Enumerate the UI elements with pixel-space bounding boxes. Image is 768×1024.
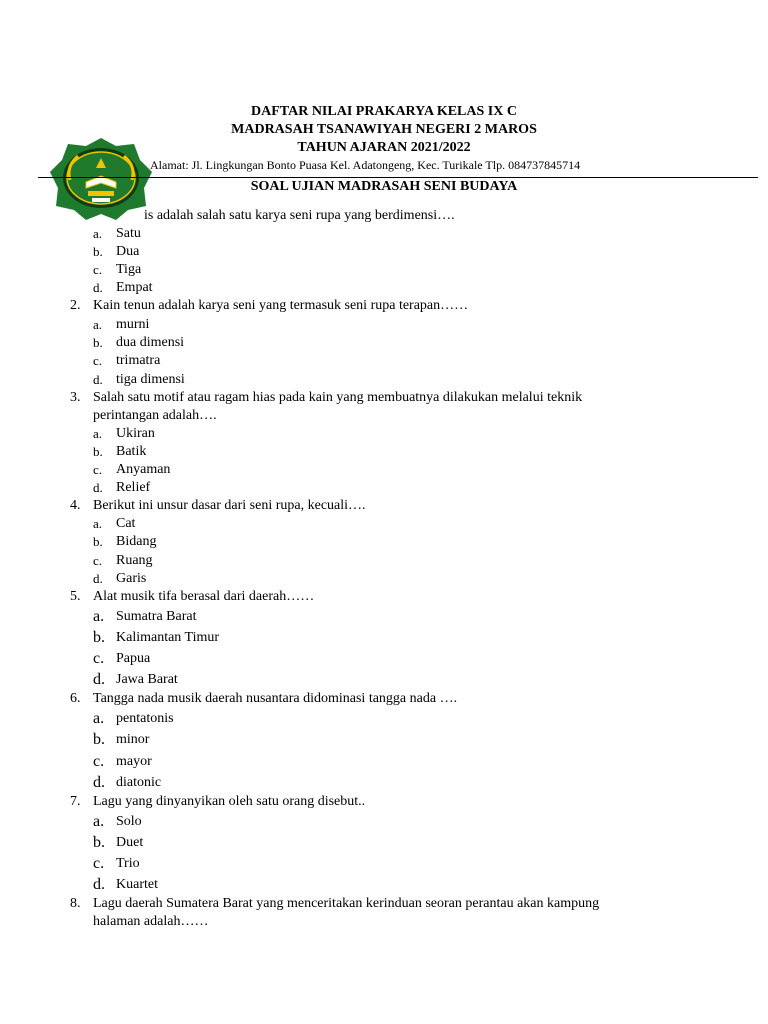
question-number: 6. (70, 691, 81, 706)
option-label: d. (93, 480, 103, 495)
option-text: Anyaman (116, 462, 171, 477)
header-academic-year: TAHUN AJARAN 2021/2022 (297, 140, 471, 155)
question-text: perintangan adalah…. (93, 408, 217, 423)
header-address: Alamat: Jl. Lingkungan Bonto Puasa Kel. Adatongeng, Kec. Turikale Tlp. 084737845714 (150, 158, 581, 172)
question-text: Kain tenun adalah karya seni yang termasuk seni rupa terapan…… (93, 298, 469, 313)
option-label: a. (93, 516, 103, 531)
option-label: a. (93, 426, 103, 441)
option-label: b. (93, 834, 105, 851)
option-label: d. (93, 876, 105, 893)
option-label: b. (93, 444, 103, 459)
question-text: Alat musik tifa berasal dari daerah…… (93, 589, 315, 604)
option-text: mayor (116, 754, 152, 769)
option-label: d. (93, 671, 105, 688)
option-text: Cat (116, 516, 136, 531)
question-number: 3. (70, 390, 81, 405)
question-text: halaman adalah…… (93, 914, 209, 929)
option-label: d. (93, 571, 103, 586)
option-text: Kalimantan Timur (116, 630, 220, 645)
option-label: b. (93, 629, 105, 646)
option-text: tiga dimensi (116, 372, 185, 387)
option-text: Duet (116, 835, 144, 850)
question-number: 4. (70, 498, 81, 513)
option-label: c. (93, 553, 103, 568)
option-text: Ruang (116, 553, 153, 568)
question-number: 2. (70, 298, 81, 313)
option-text: Relief (116, 480, 151, 495)
option-text: Dua (116, 244, 140, 259)
option-label: c. (93, 353, 103, 368)
question-text: Lagu daerah Sumatera Barat yang menceritakan kerinduan seoran perantau akan kampung (93, 896, 600, 911)
option-label: a. (93, 226, 103, 241)
option-label: d. (93, 372, 103, 387)
option-text: Kuartet (116, 877, 158, 892)
question-number: 8. (70, 896, 81, 911)
option-text: Trio (116, 856, 140, 871)
option-label: b. (93, 731, 105, 748)
option-text: Sumatra Barat (116, 609, 197, 624)
option-text: dua dimensi (116, 335, 185, 350)
question-text: is adalah salah satu karya seni rupa yang berdimensi…. (144, 208, 455, 223)
option-text: pentatonis (116, 711, 174, 726)
option-label: a. (93, 813, 105, 830)
option-label: b. (93, 534, 103, 549)
question-number: 5. (70, 589, 81, 604)
option-text: Ukiran (116, 426, 155, 441)
option-text: Empat (116, 280, 153, 295)
question-text: Salah satu motif atau ragam hias pada kain yang membuatnya dilakukan melalui teknik (93, 390, 583, 405)
question-number: 7. (70, 794, 81, 809)
option-label: c. (93, 855, 105, 872)
option-text: murni (116, 317, 150, 332)
option-label: c. (93, 753, 105, 770)
option-text: Papua (116, 651, 151, 666)
option-label: b. (93, 335, 103, 350)
question-text: Tangga nada musik daerah nusantara didominasi tangga nada …. (93, 691, 458, 706)
option-text: Bidang (116, 534, 157, 549)
option-label: a. (93, 608, 105, 625)
option-text: diatonic (116, 775, 162, 790)
option-label: c. (93, 262, 103, 277)
option-label: d. (93, 774, 105, 791)
option-text: Jawa Barat (116, 672, 178, 687)
option-label: a. (93, 710, 105, 727)
option-label: d. (93, 280, 103, 295)
option-text: Solo (116, 814, 142, 829)
option-label: c. (93, 462, 103, 477)
option-label: b. (93, 244, 103, 259)
option-text: minor (116, 732, 150, 747)
option-text: Satu (116, 226, 141, 241)
option-text: Batik (116, 444, 147, 459)
header-school-name: MADRASAH TSANAWIYAH NEGERI 2 MAROS (231, 122, 537, 137)
option-text: Tiga (116, 262, 142, 277)
header-divider (38, 177, 758, 178)
option-label: c. (93, 650, 105, 667)
option-text: trimatra (116, 353, 161, 368)
exam-title: SOAL UJIAN MADRASAH SENI BUDAYA (250, 179, 518, 194)
question-text: Lagu yang dinyanyikan oleh satu orang disebut.. (93, 794, 366, 809)
option-text: Garis (116, 571, 147, 586)
header-title: DAFTAR NILAI PRAKARYA KELAS IX C (251, 104, 517, 119)
question-text: Berikut ini unsur dasar dari seni rupa, kecuali…. (93, 498, 366, 513)
option-label: a. (93, 317, 103, 332)
